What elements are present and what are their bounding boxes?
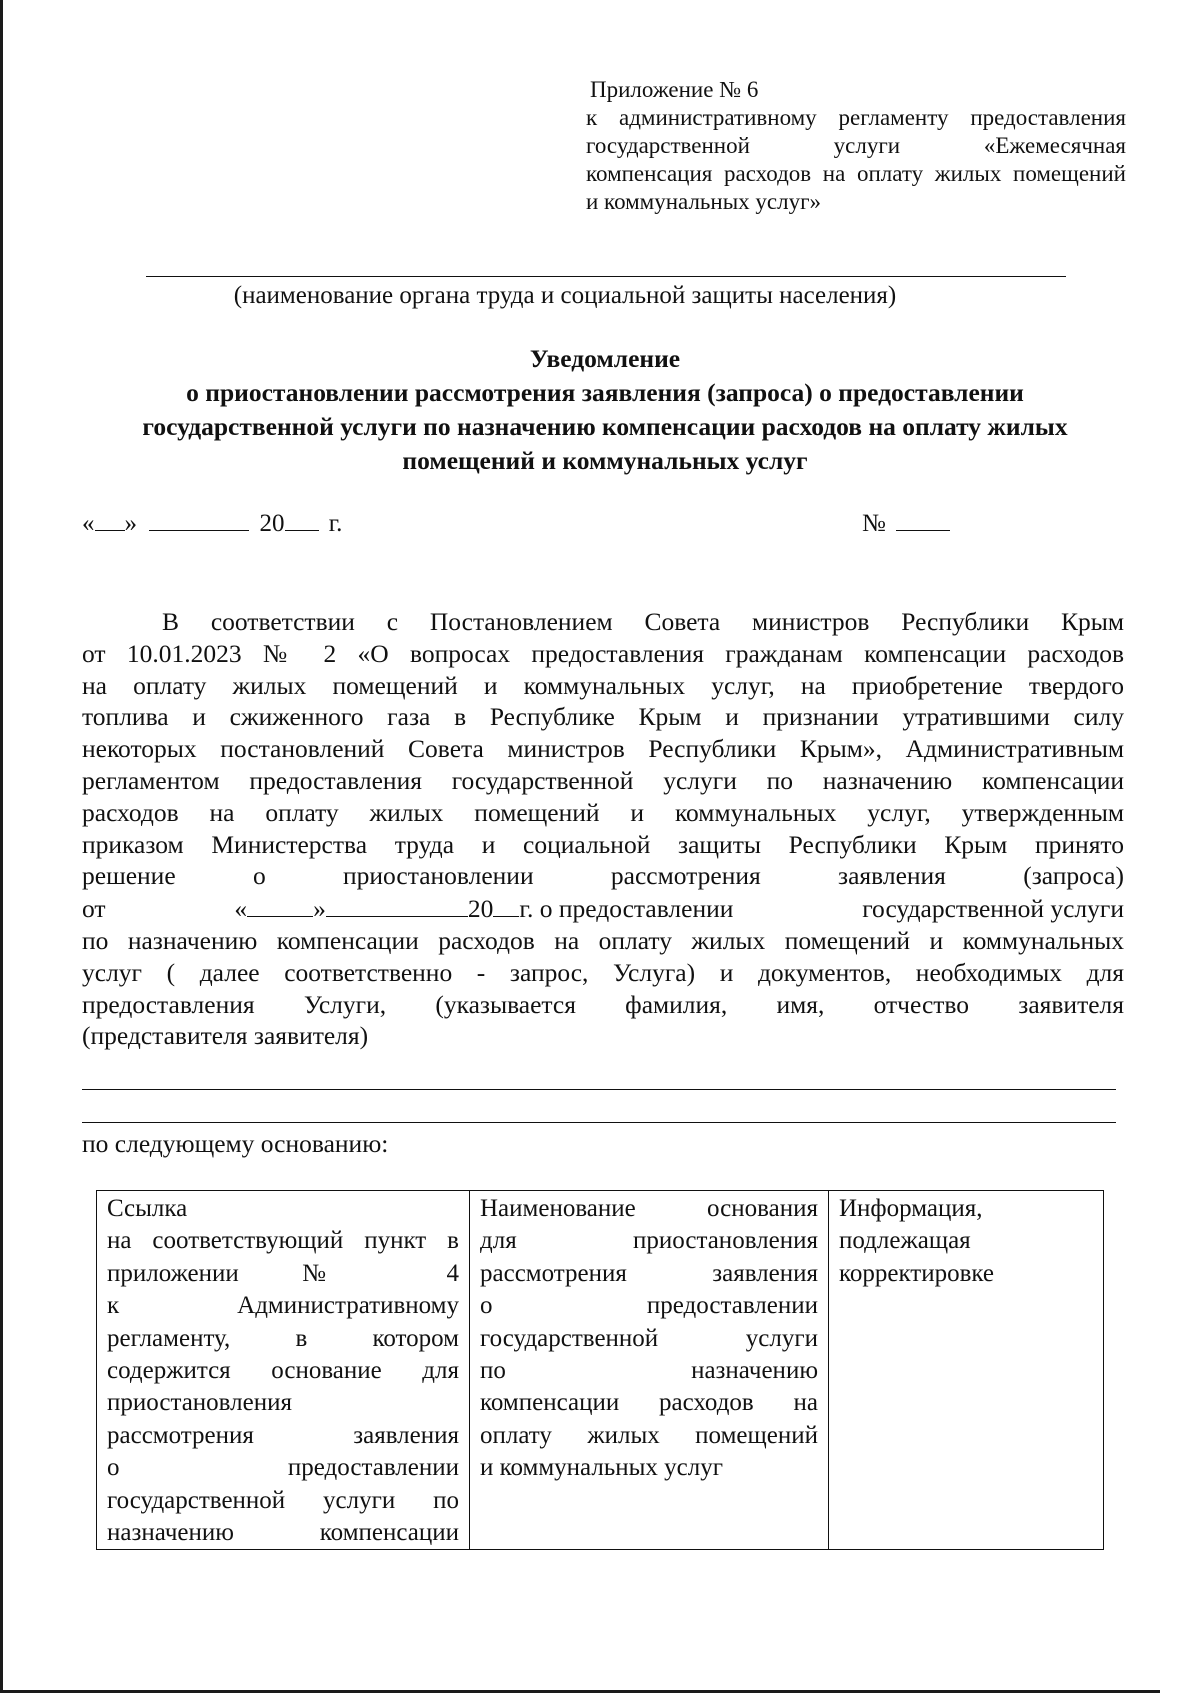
body-line: от 10.01.2023 № 2 «О вопросах предоставления гражданам компенсации расходов (82, 638, 1124, 668)
basis-label: по следующему основанию: (82, 1129, 389, 1158)
body-line: решение о приостановлении рассмотрения заявления (запроса) (82, 861, 1124, 891)
reference-cell (97, 1191, 470, 1550)
body-line: расходов на оплату жилых помещений и коммунальных услуг, утвержденным (82, 797, 1124, 827)
appendix-number: Приложение № 6 (590, 77, 759, 102)
from-year: 20 (467, 894, 494, 924)
from-close-quote: » (313, 894, 326, 924)
title-line: о приостановлении рассмотрения заявления (запроса) о предоставлении (186, 378, 1024, 407)
number-blank (896, 506, 950, 531)
cell-line: регламенту, в котором (107, 1324, 459, 1352)
from-date (234, 892, 733, 925)
body-line: топлива и сжиженного газа в Республике Крым и признании утратившими силу (82, 702, 1124, 732)
body-line: по назначению компенсации расходов на оплату жилых помещений и коммунальных (82, 925, 1124, 955)
cell-line: приостановления (107, 1389, 292, 1417)
cell-line: о предоставлении (480, 1292, 818, 1320)
cell-line: назначению компенсации (107, 1519, 459, 1547)
from-day-blank (247, 892, 313, 917)
cell-line: приложении № 4 (107, 1259, 459, 1287)
organ-name-caption: (наименование органа труда и социальной защиты населения) (233, 282, 897, 309)
basis-name-text (480, 1193, 818, 1485)
year-suffix: г. (328, 510, 343, 537)
cell-line: к Административному (107, 1292, 459, 1320)
body-line: (представителя заявителя) (82, 1021, 369, 1051)
from-label: от (82, 894, 106, 924)
reference-text (107, 1193, 459, 1549)
body-line: приказом Министерства труда и социальной защиты Республики Крым принято (82, 829, 1124, 859)
reasons-table (96, 1190, 1104, 1550)
basis-name-cell (470, 1191, 829, 1550)
title-line: помещений и коммунальных услуг (402, 446, 808, 475)
appendix-line: государственной услуги «Ежемесячная (586, 133, 1126, 158)
table-row (97, 1191, 1104, 1550)
cell-line: Информация, (839, 1195, 983, 1222)
number-label: № (862, 510, 886, 537)
appendix-line: компенсация расходов на оплату жилых помещений (586, 161, 1126, 186)
body-line: предоставления Услуги, (указывается фамилия, имя, отчество заявителя (82, 989, 1124, 1019)
from-rest-2: государственной услуги (862, 894, 1124, 924)
appendix-body (586, 104, 1126, 216)
year-prefix: 20 (259, 510, 285, 537)
title-line: Уведомление (529, 344, 681, 373)
scan-left-border (0, 0, 3, 1690)
day-blank (95, 506, 125, 531)
body-line: регламентом предоставления государственной услуги по назначению компенсации (82, 765, 1124, 795)
appendix-block (586, 76, 1126, 216)
date-field (82, 506, 342, 540)
organ-name-line (146, 276, 1066, 277)
applicant-line-2 (82, 1122, 1116, 1123)
applicant-line-1 (82, 1089, 1116, 1090)
from-date-line (82, 892, 1124, 925)
cell-line: о предоставлении (107, 1454, 459, 1482)
cell-line: компенсации расходов на (480, 1389, 818, 1417)
cell-line: по назначению (480, 1357, 818, 1385)
notice-title (60, 342, 1150, 478)
from-rest: г. о предоставлении (519, 894, 734, 924)
body-line: В соответствии с Постановлением Совета министров Республики Крым (162, 607, 1124, 636)
cell-line: рассмотрения заявления (480, 1259, 818, 1287)
notice-body (82, 606, 1124, 1052)
cell-line: оплату жилых помещений (480, 1421, 818, 1449)
appendix-line: и коммунальных услуг» (586, 189, 822, 214)
body-line: услуг ( далее соответственно - запрос, Услуга) и документов, необходимых для (82, 957, 1124, 987)
cell-line: государственной услуги (480, 1324, 818, 1352)
title-line: государственной услуги по назначению компенсации расходов на оплату жилых (142, 412, 1068, 441)
year-blank (285, 506, 319, 531)
cell-line: корректировке (839, 1259, 995, 1287)
date-open-quote: « (82, 510, 95, 537)
correction-info-cell (829, 1191, 1104, 1550)
from-year-blank (493, 892, 519, 917)
correction-info-text (839, 1193, 1093, 1290)
date-close-quote: » (124, 510, 137, 537)
number-field (862, 506, 950, 540)
cell-line: Наименование основания (480, 1195, 818, 1222)
cell-line: Ссылка (107, 1195, 188, 1222)
body-line: некоторых постановлений Совета министров Республики Крым», Административным (82, 734, 1124, 764)
cell-line: рассмотрения заявления (107, 1421, 459, 1449)
scan-bottom-border (0, 1690, 1160, 1693)
cell-line: и коммунальных услуг (480, 1454, 723, 1482)
month-blank (149, 506, 249, 531)
cell-line: государственной услуги по (107, 1486, 459, 1514)
from-month-blank (326, 892, 468, 917)
from-open-quote: « (234, 894, 248, 924)
cell-line: содержится основание для (107, 1357, 459, 1385)
appendix-line: к административному регламенту предоставления (586, 105, 1126, 130)
cell-line: для приостановления (480, 1227, 818, 1255)
body-line: на оплату жилых помещений и коммунальных услуг, на приобретение твердого (82, 670, 1124, 700)
cell-line: подлежащая (839, 1227, 971, 1255)
cell-line: на соответствующий пункт в (107, 1227, 459, 1255)
